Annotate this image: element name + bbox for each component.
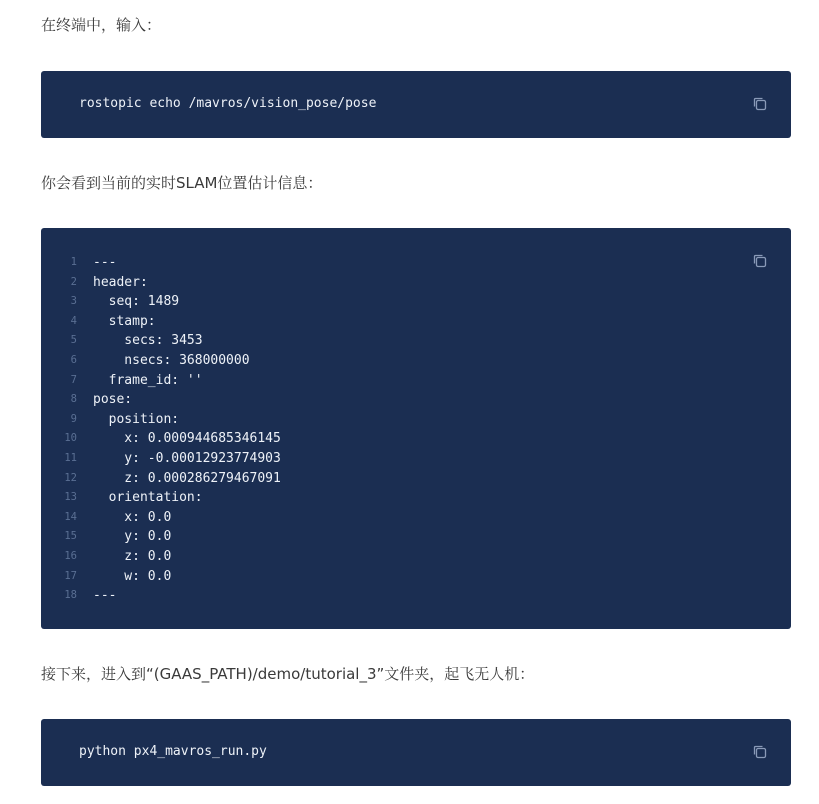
code-line [41,312,791,332]
line-number: 5 [70,334,77,347]
line-content: frame_id: '' [93,372,203,388]
line-number: 2 [70,275,77,288]
line-content: header: [93,274,148,290]
code-line [41,586,791,606]
code-line [41,547,791,567]
line-content: w: 0.0 [93,568,172,584]
code-line [41,527,791,547]
line-content: pose: [93,392,133,408]
code-text-run: python px4_mavros_run.py [79,744,267,759]
code-line [41,449,791,469]
line-number: 14 [64,510,77,523]
next-step-text: 接下来，进入到“(GAAS_PATH)/demo/tutorial_3”文件夹，起飞无人机： [41,665,535,683]
line-content: z: 0.000286279467091 [93,470,281,486]
code-line [41,390,791,410]
code-block-output [41,228,791,629]
line-number: 12 [64,471,77,484]
line-number: 8 [70,393,77,406]
line-number: 17 [64,569,77,582]
line-number: 7 [70,373,77,386]
line-content: --- [93,255,117,270]
line-content: y: -0.00012923774903 [93,450,281,466]
line-content: seq: 1489 [93,294,180,310]
code-text-command: rostopic echo /mavros/vision_pose/pose [79,96,377,111]
code-line [41,371,791,391]
line-content: position: [93,411,180,427]
line-content: secs: 3453 [93,333,203,349]
line-content: nsecs: 368000000 [93,352,250,368]
line-number: 9 [70,412,77,425]
copy-button[interactable] [751,95,769,113]
line-content: orientation: [93,490,203,506]
line-number: 4 [70,314,77,327]
intro-text: 在终端中，输入： [41,16,162,34]
code-line [41,567,791,587]
code-line [41,410,791,430]
line-number: 15 [64,530,77,543]
line-number: 18 [64,589,77,602]
line-content: --- [93,588,117,604]
code-line [41,429,791,449]
code-line [41,351,791,371]
line-number: 1 [70,256,77,268]
line-content: z: 0.0 [93,548,172,564]
line-number: 6 [70,353,77,366]
code-line [41,488,791,508]
code-line [41,292,791,312]
code-line [41,331,791,351]
code-line [41,253,791,273]
line-number: 11 [64,451,77,464]
code-block-run [41,719,791,786]
code-block-command [41,71,791,138]
code-line [41,273,791,293]
line-number: 16 [64,549,77,562]
line-content: y: 0.0 [93,529,172,545]
slam-info-text: 你会看到当前的实时SLAM位置估计信息： [41,174,323,192]
line-number: 13 [64,491,77,504]
line-number: 10 [64,432,77,445]
copy-icon [751,743,769,761]
line-content: stamp: [93,313,156,329]
copy-icon [751,95,769,113]
copy-button[interactable] [751,743,769,761]
line-number: 3 [70,295,77,308]
line-content: x: 0.000944685346145 [93,431,281,447]
line-content: x: 0.0 [93,509,172,525]
code-line [41,469,791,489]
code-line [41,508,791,528]
code-lines [41,253,791,606]
